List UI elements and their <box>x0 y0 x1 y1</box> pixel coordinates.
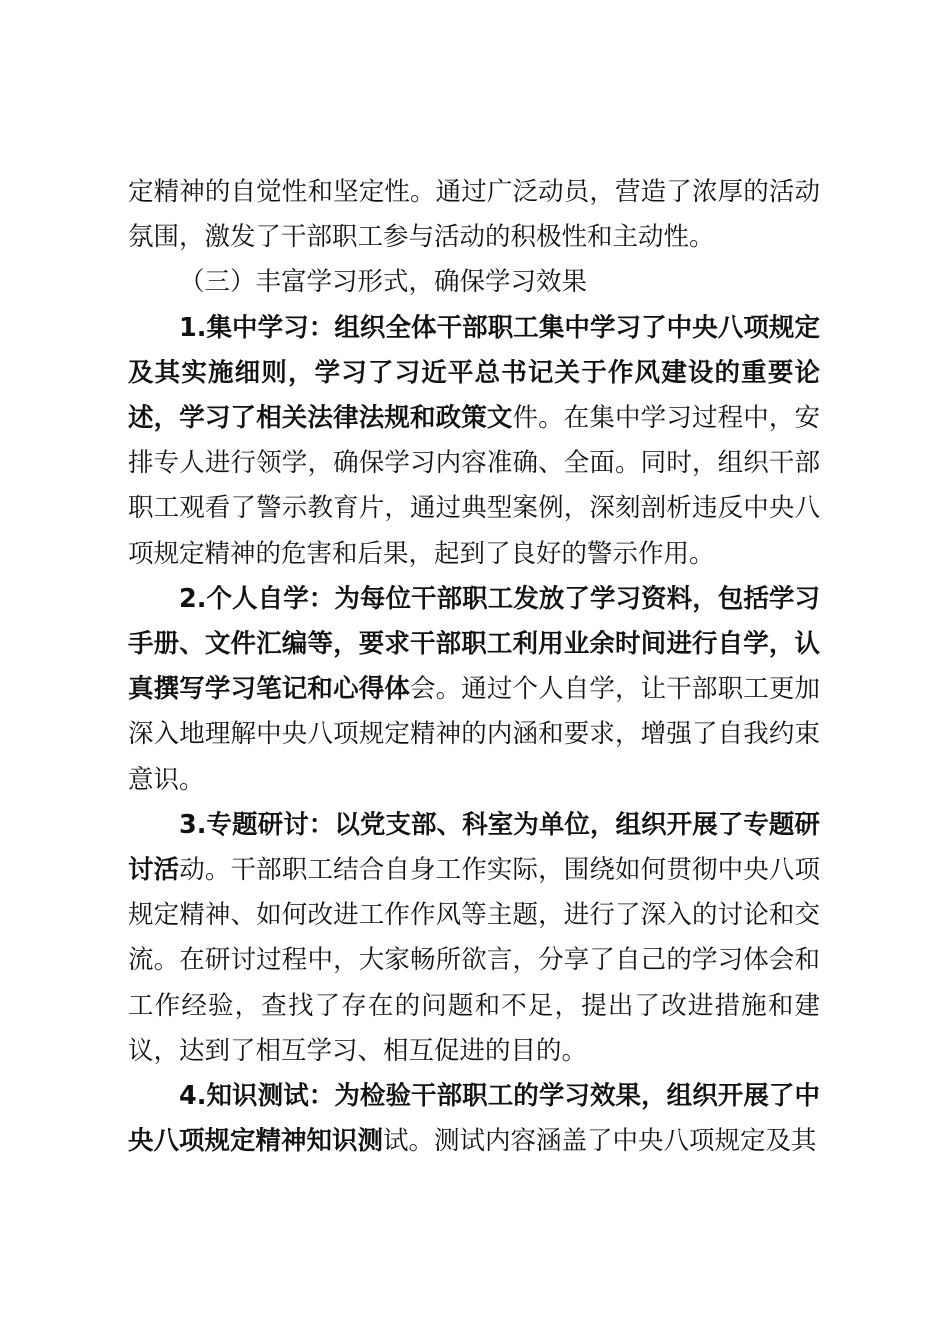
item-body-3: 动。干部职工结合自身工作实际，围绕如何贯彻中央八项规定精神、如何改进工作作风等主题，进行了深入的讨论和交流。在研讨过程中，大家畅所欲言，分享了自己的学习体会和工作经验，查找了存在的问题和不足，提出了改进措施和建议，达到了相互学习、相互促进的目的。 <box>128 855 820 1066</box>
item-paragraph-1 <box>128 306 820 577</box>
item-body-2: 会。通过个人自学，让干部职工更加深入地理解中央八项规定精神的内涵和要求，增强了自我约束意识。 <box>128 674 820 795</box>
item-body-1: 件。在集中学习过程中，安排专人进行领学，确保学习内容准确、全面。同时，组织干部职工观看了警示教育片，通过典型案例，深刻剖析违反中央八项规定精神的危害和后果，起到了良好的警示作用。 <box>128 403 820 569</box>
section-heading: （三）丰富学习形式，确保学习效果 <box>179 267 588 298</box>
item-lead-1: 1.集中学习：组织全体干部职工集中学习了中央八项规定及其实施细则，学习了习近平总书记关于作风建设的重要论述，学习了相关法律法规和政策文 <box>128 312 820 434</box>
item-paragraph-4 <box>128 1074 820 1164</box>
item-lead-2: 2.个人自学：为每位干部职工发放了学习资料，包括学习手册、文件汇编等，要求干部职工利用业余时间进行自学，认真撰写学习笔记和心得体 <box>128 583 820 705</box>
document-body <box>128 170 820 1164</box>
item-lead-4: 4.知识测试：为检验干部职工的学习效果，组织开展了中央八项规定精神知识测 <box>128 1081 820 1157</box>
item-paragraph-3 <box>128 803 820 1074</box>
intro-paragraph: 定精神的自觉性和坚定性。通过广泛动员，营造了浓厚的活动氛围，激发了干部职工参与活动的积极性和主动性。 <box>128 177 820 253</box>
item-paragraph-2 <box>128 577 820 803</box>
item-body-4: 试。测试内容涵盖了中央八项规定及其 <box>383 1126 817 1157</box>
item-lead-3: 3.专题研讨：以党支部、科室为单位，组织开展了专题研讨活 <box>128 809 820 886</box>
